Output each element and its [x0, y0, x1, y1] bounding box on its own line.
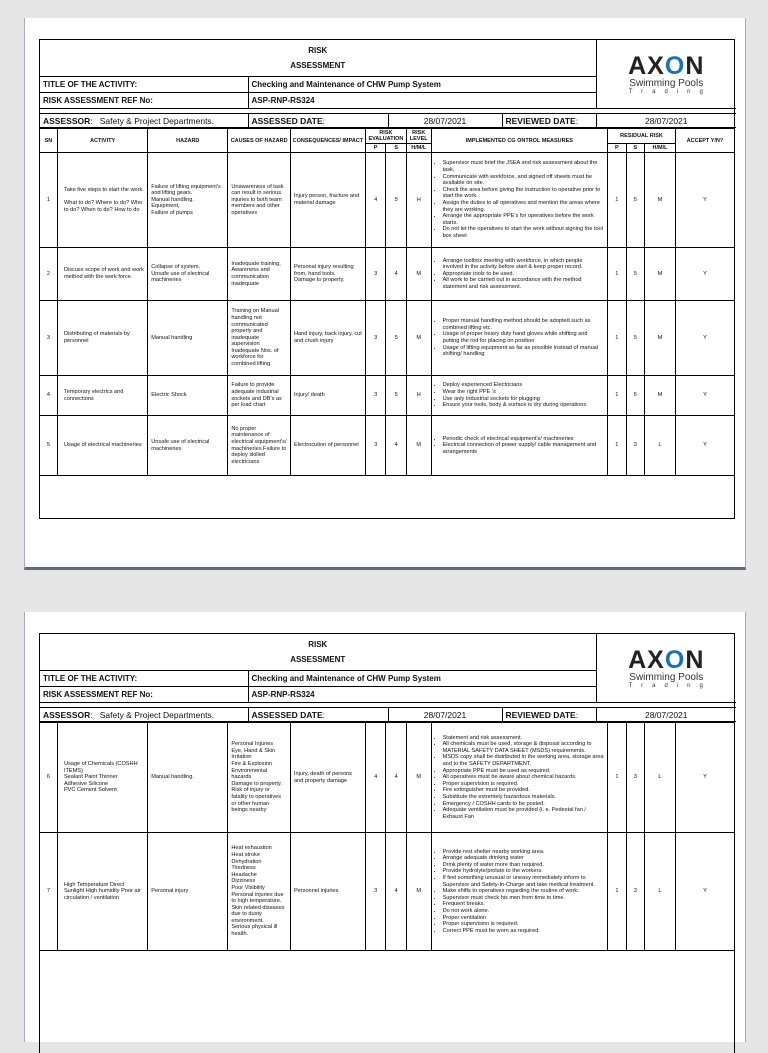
cell-activity: Discuss scope of work and work method with the work force.	[57, 248, 147, 301]
cell-p: 4	[365, 723, 386, 833]
cell-hazard: Personal injury	[148, 833, 228, 951]
cell-risk-level: M	[406, 248, 431, 301]
col-residual-hml: H/M/L	[645, 144, 676, 153]
cell-consequences: Injury person, fracture and material damage	[290, 153, 365, 248]
col-activity: ACTIVITY	[57, 129, 147, 153]
cell-risk-level: M	[406, 833, 431, 951]
control-measure-item: • Check the area before giving the instruction to operative prior to start the work.	[443, 187, 605, 200]
cell-control-measures	[431, 833, 608, 951]
cell-sn: 3	[40, 301, 57, 376]
document-title: RISK ASSESSMENT	[40, 634, 596, 671]
control-measure-item: • Assign the duties to all operatives and mention the areas where they are working.	[443, 200, 605, 213]
col-residual-risk: RESIDUAL RISK	[608, 129, 676, 144]
control-measure-item: • Arrange toolbox meeting with workforce, in which people involved in the activity before start & keep proper record.	[443, 258, 605, 271]
control-measure-item: • Emergency / COSHH cards to be posted.	[443, 801, 605, 808]
ref-label: RISK ASSESSMENT REF No:	[40, 687, 248, 703]
cell-hazard: Collapse of system. Unsafe use of electrical machineries	[148, 248, 228, 301]
control-measure-item: • Correct PPE must be worn as required.	[443, 928, 605, 935]
cell-sn: 1	[40, 153, 57, 248]
cell-causes: Training on Manual handling not communicated properly and inadequate supervision Inadequate Nos. of workforce for combined lifting	[228, 301, 291, 376]
cell-residual-s: 3	[626, 723, 644, 833]
cell-risk-level: H	[406, 376, 431, 416]
control-measure-item: • Communicate with workforce, and signed off sheets must be available on site.	[443, 174, 605, 187]
cell-activity: Usage of Chemicals (COSHH ITEMS) Sealant Paint Thinner Adhesive Silicone PVC Cement Solvent	[57, 723, 147, 833]
activity-value: Checking and Maintenance of CHW Pump System	[248, 671, 596, 687]
cell-residual-s: 5	[626, 376, 644, 416]
cell-control-measures	[431, 301, 608, 376]
document-page-1	[24, 18, 746, 570]
reviewed-date-value: 28/07/2021	[596, 114, 736, 128]
header-table	[40, 40, 736, 128]
cell-residual-p: 1	[608, 153, 626, 248]
cell-sn: 5	[40, 416, 57, 476]
cell-residual-s: 3	[626, 416, 644, 476]
cell-residual-p: 1	[608, 416, 626, 476]
cell-control-measures	[431, 416, 608, 476]
cell-consequences: Injury, death of persons and property damage	[290, 723, 365, 833]
risk-assessment-form-2	[39, 633, 735, 1053]
cell-consequences: Electrocution of personnel	[290, 416, 365, 476]
cell-residual-level: L	[645, 723, 676, 833]
cell-residual-p: 1	[608, 301, 626, 376]
risk-assessment-form-1	[39, 39, 735, 519]
control-measure-item: • Wear the right PPE 's	[443, 389, 605, 396]
cell-residual-s: 5	[626, 248, 644, 301]
activity-label: TITLE OF THE ACTIVITY:	[40, 671, 248, 687]
cell-accept: Y	[675, 248, 734, 301]
table-row	[40, 416, 734, 476]
control-measure-item: • Electrical connection of power supply/ cable management and arrangements	[443, 442, 605, 455]
cell-residual-p: 1	[608, 723, 626, 833]
control-measure-item: • Do not work alone.	[443, 908, 605, 915]
cell-residual-p: 1	[608, 248, 626, 301]
control-measure-item: • Use only Industrial sockets for plugging	[443, 396, 605, 403]
cell-sn: 6	[40, 723, 57, 833]
cell-causes: Unawareness of task can result in serious injuries to both team members and other operatives	[228, 153, 291, 248]
cell-s: 4	[386, 416, 407, 476]
control-measure-item: • All operatives must be aware about chemical hazards.	[443, 774, 605, 781]
company-logo: AXON Swimming Pools Trading	[596, 40, 736, 109]
control-measure-item: • Deploy experienced Electricians	[443, 382, 605, 389]
cell-p: 4	[365, 153, 386, 248]
risk-rows-page-1	[40, 153, 734, 476]
cell-residual-s: 5	[626, 301, 644, 376]
control-measure-item: • Statement and risk assessment.	[443, 735, 605, 742]
cell-residual-p: 1	[608, 376, 626, 416]
cell-control-measures	[431, 248, 608, 301]
control-measure-item: • Ensure your tools, body & surface is dry during operations.	[443, 402, 605, 409]
cell-s: 4	[386, 723, 407, 833]
cell-s: 4	[386, 248, 407, 301]
document-page-2	[24, 612, 746, 1042]
col-hazard: HAZARD	[148, 129, 228, 153]
cell-hazard: Manual handling	[148, 301, 228, 376]
assessor-field: ASSESSOR: Safety & Project Departments.	[40, 114, 248, 128]
cell-residual-level: M	[645, 248, 676, 301]
table-row	[40, 248, 734, 301]
control-measure-item: • Substitute the extremely hazardous materials.	[443, 794, 605, 801]
table-row	[40, 301, 734, 376]
cell-control-measures	[431, 153, 608, 248]
col-risk-level: RISK LEVEL	[406, 129, 431, 144]
cell-activity: Temporary electrics and connections	[57, 376, 147, 416]
assessed-date-label: ASSESSED DATE:	[248, 708, 388, 722]
assessor-field: ASSESSOR: Safety & Project Departments.	[40, 708, 248, 722]
control-measure-item: • All work to be carried out in accordance with the method statement and risk assessment.	[443, 277, 605, 290]
control-measure-item: • If feel something unusual or uneasy immediately inform to Supervisor and Safety-In-Charge and take medical treatment.	[443, 875, 605, 888]
cell-accept: Y	[675, 723, 734, 833]
col-risk-evaluation: RISK EVALUATION	[365, 129, 406, 144]
risk-rows-page-2	[40, 723, 734, 951]
cell-causes: Inadequate training, Awareness and communication inadequate	[228, 248, 291, 301]
cell-residual-s: 5	[626, 153, 644, 248]
control-measure-item: • Proper ventilation	[443, 915, 605, 922]
cell-causes: Heat exhaustion Heat stroke Dehydration Tiredness Headache Dizziness Poor Visibility Personal injuries due to high temperature. Skin related diseases due to dusty environment. Serious physical ill health.	[228, 833, 291, 951]
cell-sn: 4	[40, 376, 57, 416]
cell-activity: Take five steps to start the work. What to do? Where to do? Who to do? When to do? How to do	[57, 153, 147, 248]
control-measure-item: • Provide hydrolyte/prolate to the workers.	[443, 868, 605, 875]
control-measure-item: • Frequent breaks.	[443, 901, 605, 908]
cell-s: 5	[386, 301, 407, 376]
reviewed-date-label: REVIEWED DATE:	[502, 114, 596, 128]
assessed-date-label: ASSESSED DATE:	[248, 114, 388, 128]
ref-value: ASP-RNP-RS324	[248, 93, 596, 109]
cell-residual-level: M	[645, 376, 676, 416]
cell-accept: Y	[675, 833, 734, 951]
cell-hazard: Manual handling.	[148, 723, 228, 833]
control-measure-item: • Proper supervision is required.	[443, 781, 605, 788]
table-row	[40, 723, 734, 833]
assessed-date-value: 28/07/2021	[388, 708, 502, 722]
cell-causes: Failure to provide adequate industrial sockets and DB's as per load chart	[228, 376, 291, 416]
cell-consequences: Personal injury resulting from, hand tools. Damage to property.	[290, 248, 365, 301]
cell-p: 3	[365, 376, 386, 416]
cell-hazard: Unsafe use of electrical machineries	[148, 416, 228, 476]
cell-control-measures	[431, 723, 608, 833]
risk-table	[40, 722, 734, 951]
cell-sn: 2	[40, 248, 57, 301]
cell-risk-level: H	[406, 153, 431, 248]
reviewed-date-value: 28/07/2021	[596, 708, 736, 722]
cell-consequences: Hand injury, back injury, cut and crush injury	[290, 301, 365, 376]
cell-risk-level: M	[406, 416, 431, 476]
cell-residual-level: L	[645, 833, 676, 951]
control-measure-item: • Provide rest shelter nearby working area.	[443, 849, 605, 856]
cell-s: 5	[386, 153, 407, 248]
cell-s: 5	[386, 376, 407, 416]
control-measure-item: • Make shifts to operatives regarding the routine of work.	[443, 888, 605, 895]
table-row	[40, 833, 734, 951]
cell-residual-s: 3	[626, 833, 644, 951]
cell-activity: High Temperature Direct Sunlight High humidity Poor air circulation / ventilation	[57, 833, 147, 951]
activity-label: TITLE OF THE ACTIVITY:	[40, 77, 248, 93]
control-measure-item: • Drink plenty of water more than required.	[443, 862, 605, 869]
cell-risk-level: M	[406, 723, 431, 833]
cell-hazard: Electric Shock	[148, 376, 228, 416]
col-sn: SN	[40, 129, 57, 153]
control-measure-item: • Usage of proper heavy duty hand gloves while shifting and putting the rod for placing on position	[443, 331, 605, 344]
cell-hazard: Failure of lifting equipment's and lifting gears. Manual handling. Equipment, Failure of pumps	[148, 153, 228, 248]
cell-consequences: Injury/ death	[290, 376, 365, 416]
cell-residual-level: L	[645, 416, 676, 476]
table-row	[40, 153, 734, 248]
cell-causes: No proper maintenance of electrical equipment's/ machineries Failure to deploy skilled electricians	[228, 416, 291, 476]
col-residual-p: P	[608, 144, 626, 153]
control-measure-item: • Supervisor must check his men from time to time.	[443, 895, 605, 902]
cell-p: 3	[365, 416, 386, 476]
control-measure-item: • MSDS copy shall be distributed in the working area, storage area and to the SAFETY DEPARTMENT.	[443, 754, 605, 767]
ref-value: ASP-RNP-RS324	[248, 687, 596, 703]
control-measure-item: • Proper supervision is required.	[443, 921, 605, 928]
col-measures: IMPLEMENTED CG ONTROL MEASURES	[431, 129, 608, 153]
col-s: S	[386, 144, 407, 153]
cell-p: 3	[365, 301, 386, 376]
cell-p: 3	[365, 833, 386, 951]
cell-activity: Usage of electrical machineries	[57, 416, 147, 476]
col-hml: H/M/L	[406, 144, 431, 153]
control-measure-item: • Supervisor must brief the JSEA and risk assessment about the task.	[443, 160, 605, 173]
col-consequences: CONSEQUENCES/ IMPACT	[290, 129, 365, 153]
control-measure-item: • Do not let the operatives to start the work without signing the tool box sheet	[443, 226, 605, 239]
company-logo: AXON Swimming Pools Trading	[596, 634, 736, 703]
cell-residual-level: M	[645, 301, 676, 376]
header-table	[40, 634, 736, 722]
col-residual-s: S	[626, 144, 644, 153]
reviewed-date-label: REVIEWED DATE:	[502, 708, 596, 722]
cell-residual-p: 1	[608, 833, 626, 951]
control-measure-item: • Periodic check of electrical equipment's/ machineries	[443, 436, 605, 443]
control-measure-item: • Fire extinguisher must be provided.	[443, 787, 605, 794]
cell-accept: Y	[675, 301, 734, 376]
assessed-date-value: 28/07/2021	[388, 114, 502, 128]
activity-value: Checking and Maintenance of CHW Pump System	[248, 77, 596, 93]
control-measure-item: • Appropriate PPE must be used as required.	[443, 768, 605, 775]
control-measure-item: • Arrange the appropriate PPE's for operatives before the work starts.	[443, 213, 605, 226]
table-row	[40, 376, 734, 416]
cell-accept: Y	[675, 416, 734, 476]
cell-activity: Distributing of materials by personnel	[57, 301, 147, 376]
cell-causes: Personal Injuries Eye, Hand & Skin Irritation Fire & Explosion Environmental hazards Damage to property. Risk of injury or fatality to operatives or other human beings nearby	[228, 723, 291, 833]
cell-s: 4	[386, 833, 407, 951]
cell-accept: Y	[675, 376, 734, 416]
document-title: RISK ASSESSMENT	[40, 40, 596, 77]
control-measure-item: • Arrange adequate drinking water	[443, 855, 605, 862]
col-p: P	[365, 144, 386, 153]
control-measure-item: • Usage of lifting equipment as far as possible instead of manual shifting/ handling	[443, 345, 605, 358]
cell-accept: Y	[675, 153, 734, 248]
cell-control-measures	[431, 376, 608, 416]
col-accept: ACCEPT Y/N?	[675, 129, 734, 153]
risk-table	[40, 128, 734, 476]
cell-p: 3	[365, 248, 386, 301]
cell-risk-level: M	[406, 301, 431, 376]
cell-sn: 7	[40, 833, 57, 951]
cell-consequences: Personnel injuries	[290, 833, 365, 951]
cell-residual-level: M	[645, 153, 676, 248]
control-measure-item: • Proper manual handling method should be adopted such as combined lifting etc.	[443, 318, 605, 331]
ref-label: RISK ASSESSMENT REF No:	[40, 93, 248, 109]
control-measure-item: • Adequate ventilation must be provided (i. e. Pedestal fan / Exhaust Fan	[443, 807, 605, 820]
control-measure-item: • Appropriate tools to be used.	[443, 271, 605, 278]
col-causes: CAUSES OF HAZARD	[228, 129, 291, 153]
control-measure-item: • All chemicals must be used, storage & disposal according to MATERIAL SAFETY DATA SHEET (MSDS) requirements.	[443, 741, 605, 754]
